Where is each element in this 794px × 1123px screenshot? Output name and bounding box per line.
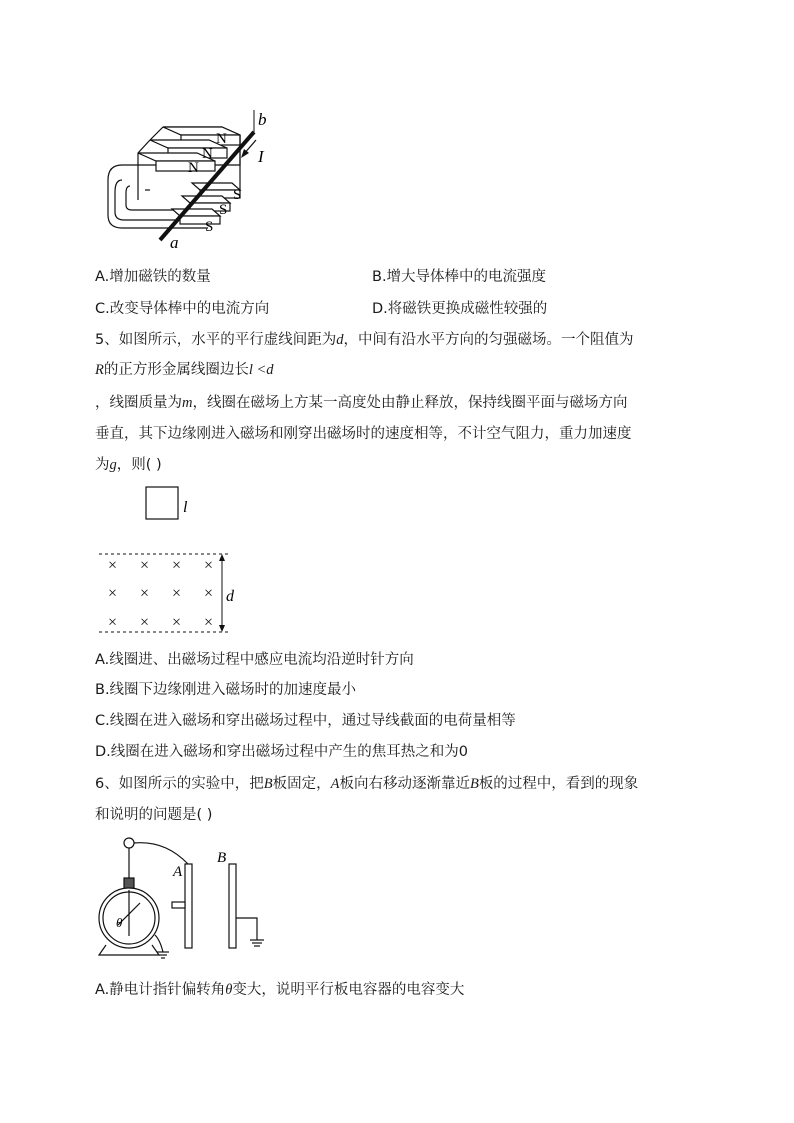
label-N-2: N [202, 146, 213, 162]
svg-text:×: × [140, 585, 150, 602]
coil-label-l: l [183, 499, 188, 516]
svg-text:×: × [140, 614, 150, 631]
q5-stem-line4: 垂直，其下边缘刚进入磁场和刚穿出磁场时的速度相等，不计空气阻力，重力加速度 [95, 426, 632, 442]
q4-option-a: A.增加磁铁的数量 [95, 269, 211, 285]
svg-text:×: × [204, 557, 214, 574]
q5-option-c: C.线圈在进入磁场和穿出磁场过程中，通过导线截面的电荷量相等 [95, 713, 516, 729]
svg-text:×: × [108, 585, 118, 602]
q5-stem-line2: R的正方形金属线圈边长l <d [95, 362, 274, 378]
electrometer-figure [95, 828, 275, 968]
q5-stem-line5: 为g，则( ) [95, 457, 162, 473]
label-N-1: N [216, 131, 227, 147]
q4-option-c: C.改变导体棒中的电流方向 [95, 301, 270, 317]
svg-text:×: × [172, 557, 182, 574]
q4-option-d: D.将磁铁更换成磁性较强的 [372, 301, 548, 317]
q6-stem-line2: 和说明的问题是( ) [95, 807, 213, 823]
q6-stem-line1: 6、如图所示的实验中，把B板固定，A板向右移动逐渐靠近B板的过程中，看到的现象 [95, 776, 639, 792]
label-S-3: S [205, 219, 214, 235]
svg-text:×: × [204, 614, 214, 631]
label-b: b [258, 110, 267, 129]
plate-label-A: A [173, 864, 183, 880]
svg-text:×: × [172, 614, 182, 631]
label-S-2: S [219, 202, 228, 218]
angle-label-theta: θ [116, 915, 123, 930]
field-label-d: d [226, 588, 234, 605]
q5-stem-line1: 5、如图所示，水平的平行虚线间距为d，中间有沿水平方向的匀强磁场。一个阻值为 [95, 332, 634, 348]
q5-option-b: B.线圈下边缘刚进入磁场时的加速度最小 [95, 682, 357, 698]
coil-field-figure [95, 482, 245, 637]
svg-text:×: × [108, 557, 118, 574]
magnet-rod-figure [100, 100, 290, 250]
q5-stem-line3: ，线圈质量为m，线圈在磁场上方某一高度处由静止释放，保持线圈平面与磁场方向 [95, 395, 628, 411]
svg-text:×: × [140, 557, 150, 574]
label-current-I: I [258, 147, 264, 166]
q5-option-d: D.线圈在进入磁场和穿出磁场过程中产生的焦耳热之和为0 [95, 744, 468, 760]
svg-text:×: × [172, 585, 182, 602]
label-a: a [170, 233, 179, 250]
label-N-3: N [188, 160, 199, 176]
field-marks [108, 557, 213, 631]
square-coil [146, 487, 178, 519]
label-S-1: S [233, 187, 242, 203]
plate-label-B: B [217, 850, 227, 866]
q6-option-a: A.静电计指针偏转角θ变大，说明平行板电容器的电容变大 [95, 982, 465, 998]
svg-text:×: × [204, 585, 214, 602]
q5-option-a: A.线圈进、出磁场过程中感应电流均沿逆时针方向 [95, 652, 414, 668]
svg-text:×: × [108, 614, 118, 631]
q4-option-b: B.增大导体棒中的电流强度 [372, 269, 547, 285]
